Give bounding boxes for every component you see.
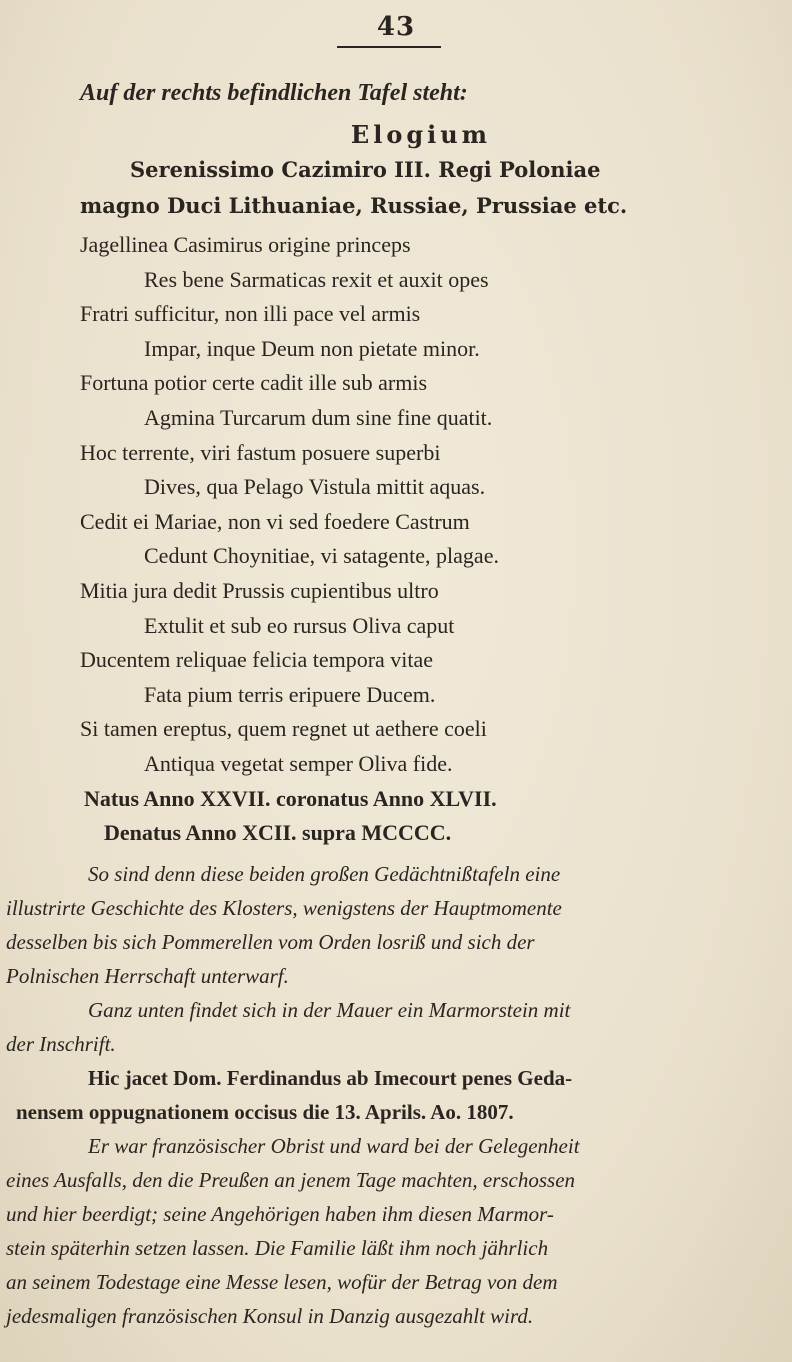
prose-section — [6, 857, 762, 1333]
poem-line: Ducentem reliquae felicia tempora vitae — [80, 647, 434, 673]
prose-line: Ganz unten findet sich in der Mauer ein Marmorstein mit — [88, 997, 571, 1022]
elogium-title: Elogium — [350, 120, 492, 149]
prose-line: desselben bis sich Pommerellen vom Orden losriß und sich der — [6, 929, 535, 954]
poem-line: Agmina Turcarum dum sine fine quatit. — [144, 404, 493, 430]
latin-poem — [80, 228, 762, 851]
page-text — [6, 76, 762, 1333]
prose-line: eines Ausfalls, den die Preußen an jenem Tage machten, erschossen — [6, 1167, 576, 1192]
prose-line: der Inschrift. — [6, 1031, 116, 1056]
page-number-rule — [337, 46, 441, 48]
page-number: 43 — [376, 12, 416, 42]
death-date: Denatus Anno XCII. supra MCCCC. — [104, 820, 452, 846]
prose-line: Er war französischer Obrist und ward bei der Gelegenheit — [88, 1133, 580, 1158]
poem-line: Dives, qua Pelago Vistula mittit aquas. — [144, 474, 486, 500]
poem-line: Cedit ei Mariae, non vi sed foedere Castrum — [80, 508, 470, 534]
prose-line: an seinem Todestage eine Messe lesen, wofür der Betrag von dem — [6, 1269, 558, 1294]
poem-line: Fortuna potior certe cadit ille sub armis — [80, 370, 428, 396]
poem-line: Res bene Sarmaticas rexit et auxit opes — [144, 266, 489, 292]
prose-line: illustrirte Geschichte des Klosters, wenigstens der Hauptmomente — [6, 895, 562, 920]
poem-line: Impar, inque Deum non pietate minor. — [144, 335, 480, 361]
prose-line: Polnischen Herrschaft unterwarf. — [6, 963, 289, 988]
poem-line: Cedunt Choynitiae, vi satagente, plagae. — [144, 543, 499, 569]
marble-inscription-line: Hic jacet Dom. Ferdinandus ab Imecourt penes Geda- — [88, 1065, 573, 1090]
dedication-line-1: Serenissimo Cazimiro III. Regi Poloniae — [130, 157, 601, 182]
prose-line: jedesmaligen französischen Konsul in Danzig ausgezahlt wird. — [6, 1303, 534, 1328]
poem-line: Mitia jura dedit Prussis cupientibus ultro — [80, 577, 439, 603]
poem-line: Extulit et sub eo rursus Oliva caput — [144, 612, 455, 638]
poem-line: Antiqua vegetat semper Oliva fide. — [144, 750, 453, 776]
prose-line: stein späterhin setzen lassen. Die Familie läßt ihm noch jährlich — [6, 1235, 549, 1260]
poem-line: Jagellinea Casimirus origine princeps — [80, 232, 411, 257]
poem-line: Si tamen ereptus, quem regnet ut aethere coeli — [80, 716, 487, 742]
birth-coronation-dates: Natus Anno XXVII. coronatus Anno XLVII. — [84, 785, 497, 811]
poem-line: Fratri sufficitur, non illi pace vel armis — [80, 301, 421, 327]
marble-inscription-line: nensem oppugnationem occisus die 13. Aprils. Ao. 1807. — [16, 1099, 514, 1124]
poem-line: Hoc terrente, viri fastum posuere superbi — [80, 439, 441, 465]
prose-line: So sind denn diese beiden großen Gedächtnißtafeln eine — [88, 861, 561, 886]
prose-line: und hier beerdigt; seine Angehörigen haben ihm diesen Marmor- — [6, 1201, 554, 1226]
dedication-line-2: magno Duci Lithuaniae, Russiae, Prussiae etc. — [80, 193, 628, 218]
poem-line: Fata pium terris eripuere Ducem. — [144, 681, 436, 707]
intro-heading: Auf der rechts befindlichen Tafel steht: — [80, 80, 468, 106]
